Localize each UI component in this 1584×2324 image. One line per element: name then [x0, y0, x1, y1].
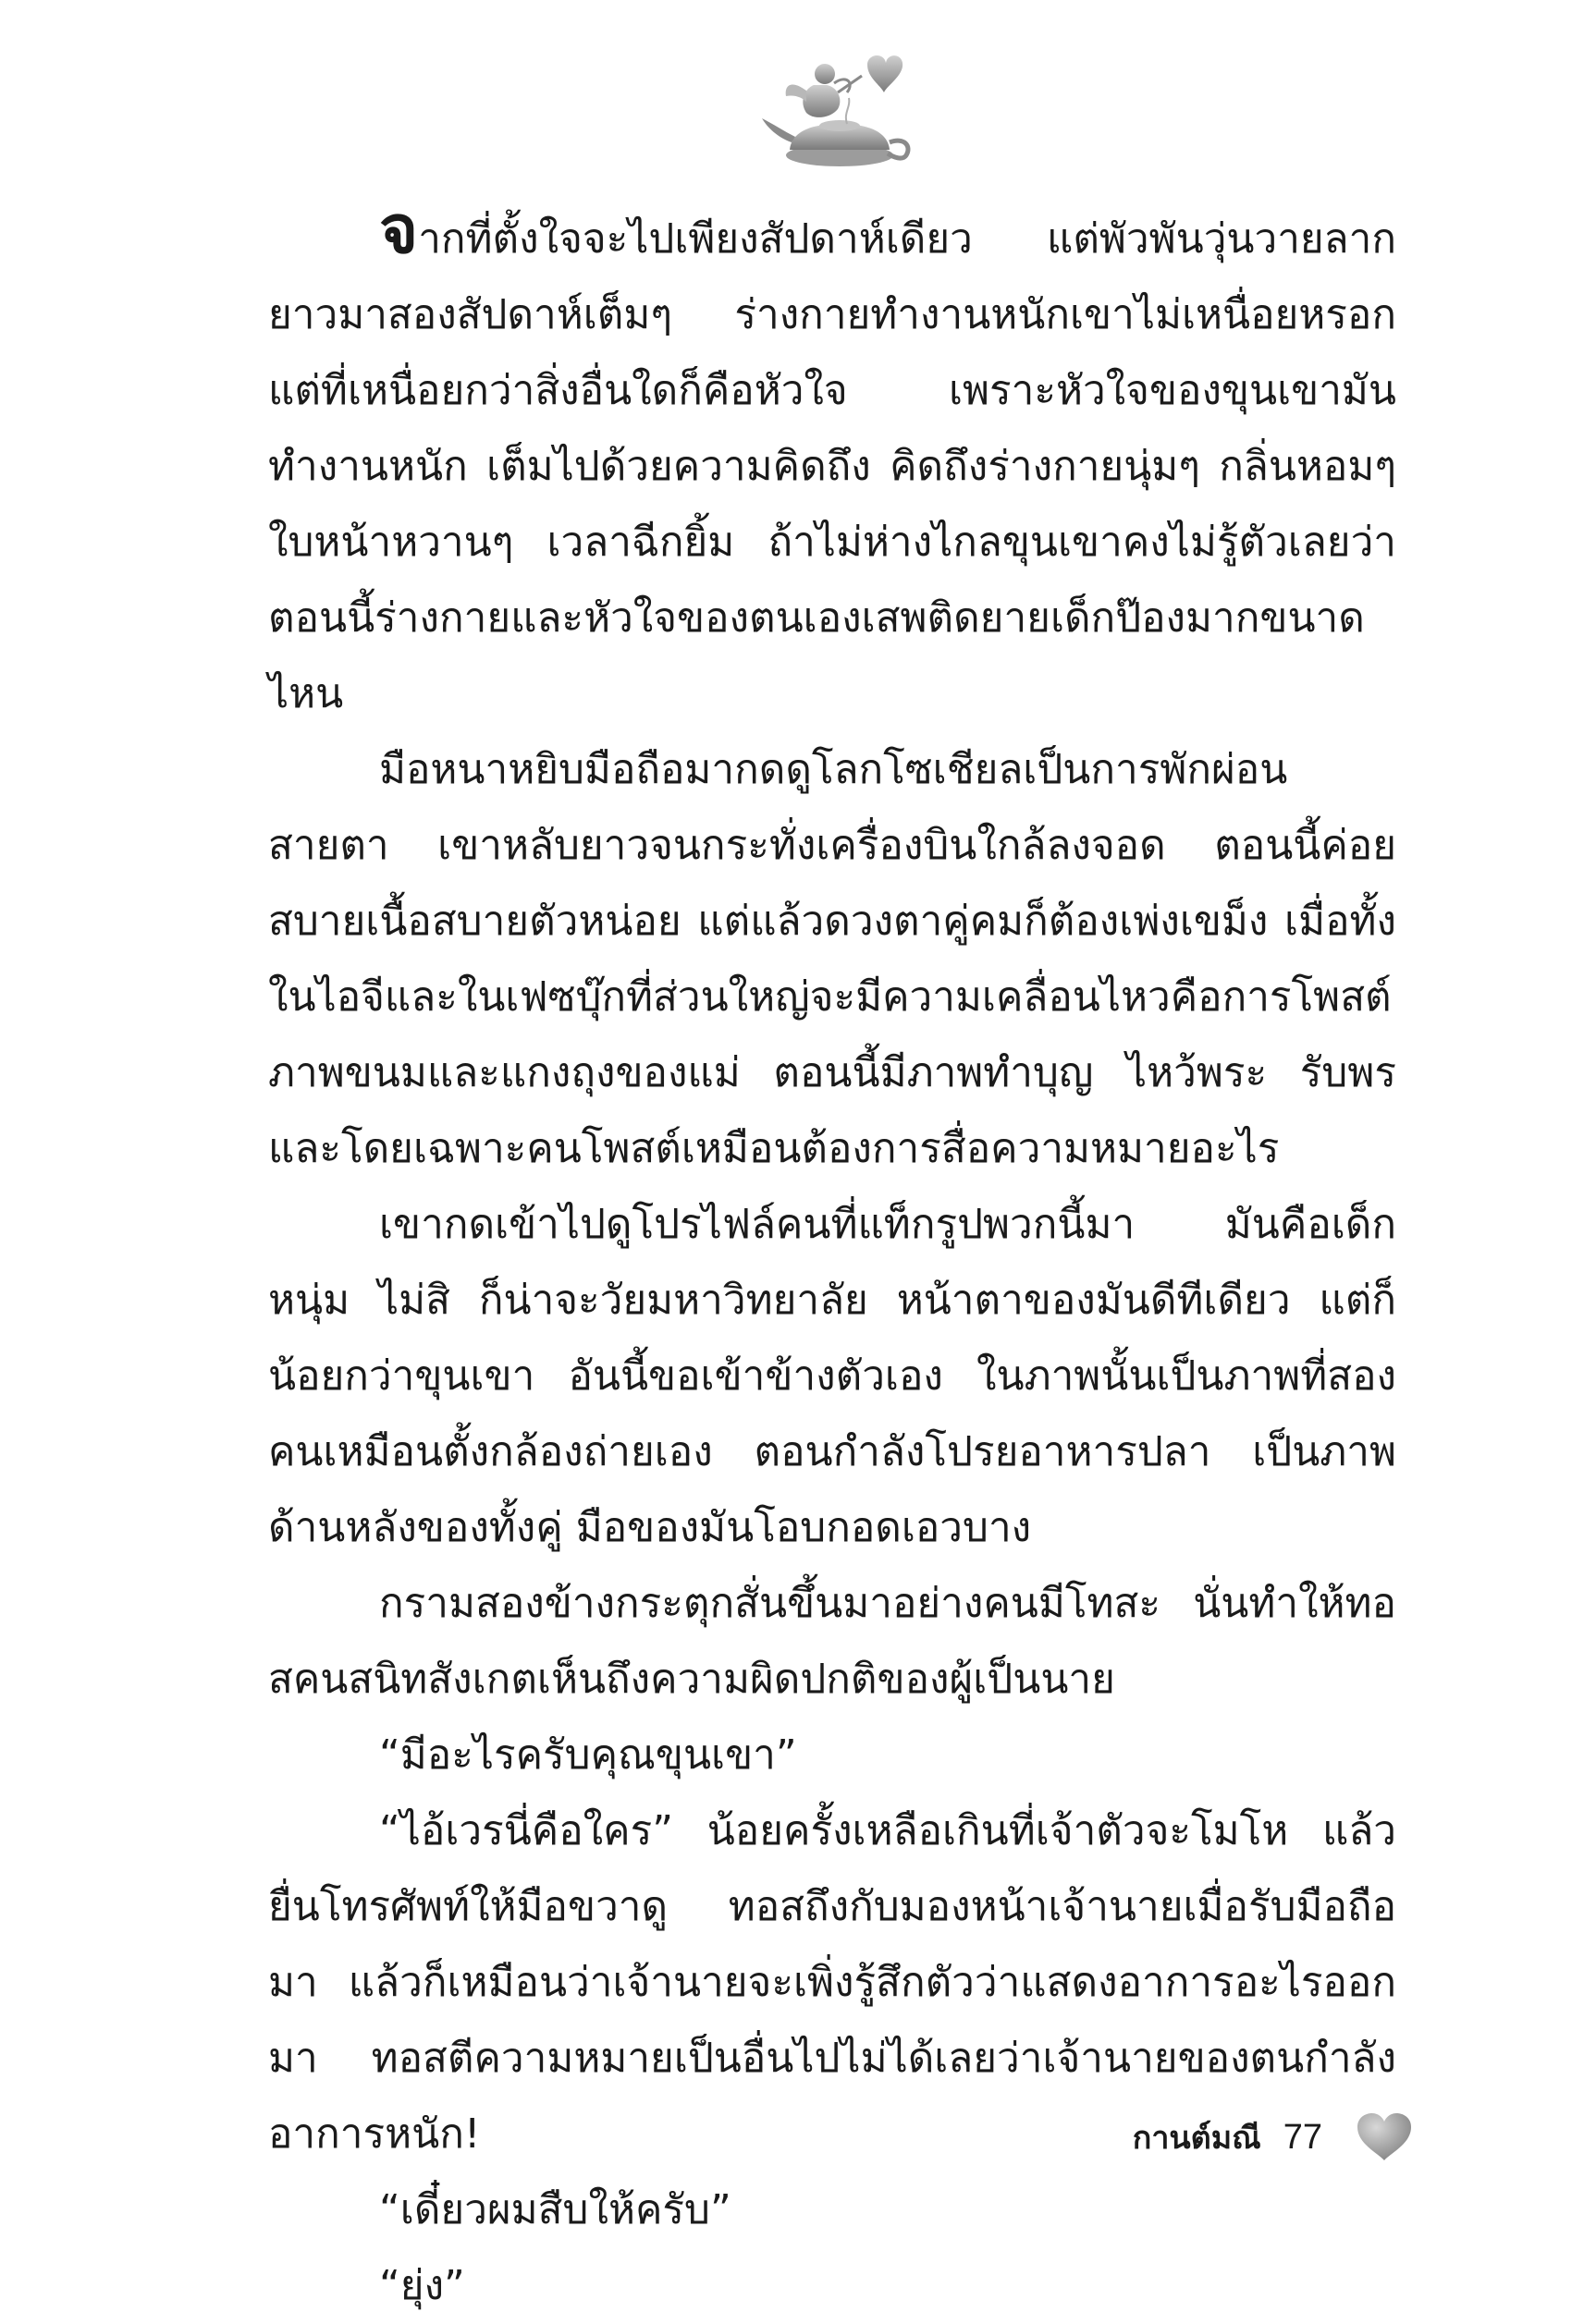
- cupid-teapot-ornament-icon: [758, 46, 915, 185]
- heart-icon: [1356, 2112, 1413, 2162]
- paragraph-3: เขากดเข้าไปดูโปรไฟล์คนที่แท็กรูปพวกนี้มา มันคือเด็กหนุ่ม ไม่สิ ก็น่าจะวัยมหาวิทยาลัย หน้าตาของมันดีทีเดียว แต่ก็น้อยกว่าขุนเขา อันนี้ขอเข้าข้างตัวเอง ในภาพนั้นเป็นภาพที่สองคนเหมือนตั้งกล้องถ่ายเอง ตอนกำลังโปรยอาหารปลา เป็นภาพด้านหลังของทั้งคู่ มือของมันโอบกอดเอวบาง: [268, 1201, 1396, 1551]
- paragraph-1-text: ากที่ตั้งใจจะไปเพียงสัปดาห์เดียว แต่พัวพันวุ่นวายลากยาวมาสองสัปดาห์เต็มๆ ร่างกายทำงานหนักเขาไม่เหนื่อยหรอก แต่ที่เหนื่อยกว่าสิ่งอื่นใดก็คือหัวใจ เพราะหัวใจของขุนเขามันทำงานหนัก เต็มไปด้วยความคิดถึง คิดถึงร่างกายนุ่มๆ กลิ่นหอมๆ ใบหน้าหวานๆ เวลาฉีกยิ้ม ถ้าไม่ห่างไกลขุนเขาคงไม่รู้ตัวเลยว่าตอนนี้ร่างกายและหัวใจของตนเองเสพติดยายเด็กป๊องมากขนาดไหน: [268, 215, 1396, 717]
- paragraph-4: กรามสองข้างกระตุกสั่นขึ้นมาอย่างคนมีโทสะ นั่นทำให้ทอสคนสนิทสังเกตเห็นถึงความผิดปกติของผู้เป็นนาย: [268, 1580, 1396, 1703]
- drop-cap-letter: จ: [379, 190, 419, 268]
- chapter-text: [268, 190, 1396, 2324]
- paragraph-1: [268, 190, 1396, 732]
- dialogue-line-1: “มีอะไรครับคุณขุนเขา”: [379, 1731, 797, 1779]
- paragraph-2: มือหนาหยิบมือถือมากดดูโลกโซเชียลเป็นการพักผ่อนสายตา เขาหลับยาวจนกระทั่งเครื่องบินใกล้ลงจอด ตอนนี้ค่อยสบายเนื้อสบายตัวหน่อย แต่แล้วดวงตาคู่คมก็ต้องเพ่งเขม็ง เมื่อทั้งในไอจีและในเฟซบุ๊กที่ส่วนใหญ่จะมีความเคลื่อนไหวคือการโพสต์ภาพขนมและแกงถุงของแม่ ตอนนี้มีภาพทำบุญ ไหว้พระ รับพร และโดยเฉพาะคนโพสต์เหมือนต้องการสื่อความหมายอะไร: [268, 746, 1396, 1172]
- dialogue-line-3: “ยุ่ง”: [379, 2262, 465, 2309]
- paragraph-5: “ไอ้เวรนี่คือใคร” น้อยครั้งเหลือเกินที่เจ้าตัวจะโมโห แล้วยื่นโทรศัพท์ให้มือขวาดู ทอสถึงกับมองหน้าเจ้านายเมื่อรับมือถือมา แล้วก็เหมือนว่าเจ้านายจะเพิ่งรู้สึกตัวว่าแสดงอาการอะไรออกมา ทอสตีความหมายเป็นอื่นไปไม่ได้เลยว่าเจ้านายของตนกำลัง อาการหนัก!: [268, 1807, 1396, 2158]
- dialogue-line-2: “เดี๋ยวผมสืบให้ครับ”: [379, 2186, 731, 2233]
- page-number: 77: [1283, 2117, 1322, 2157]
- book-title: กานต์มณี: [1132, 2120, 1261, 2157]
- page-footer: [1133, 2110, 1413, 2165]
